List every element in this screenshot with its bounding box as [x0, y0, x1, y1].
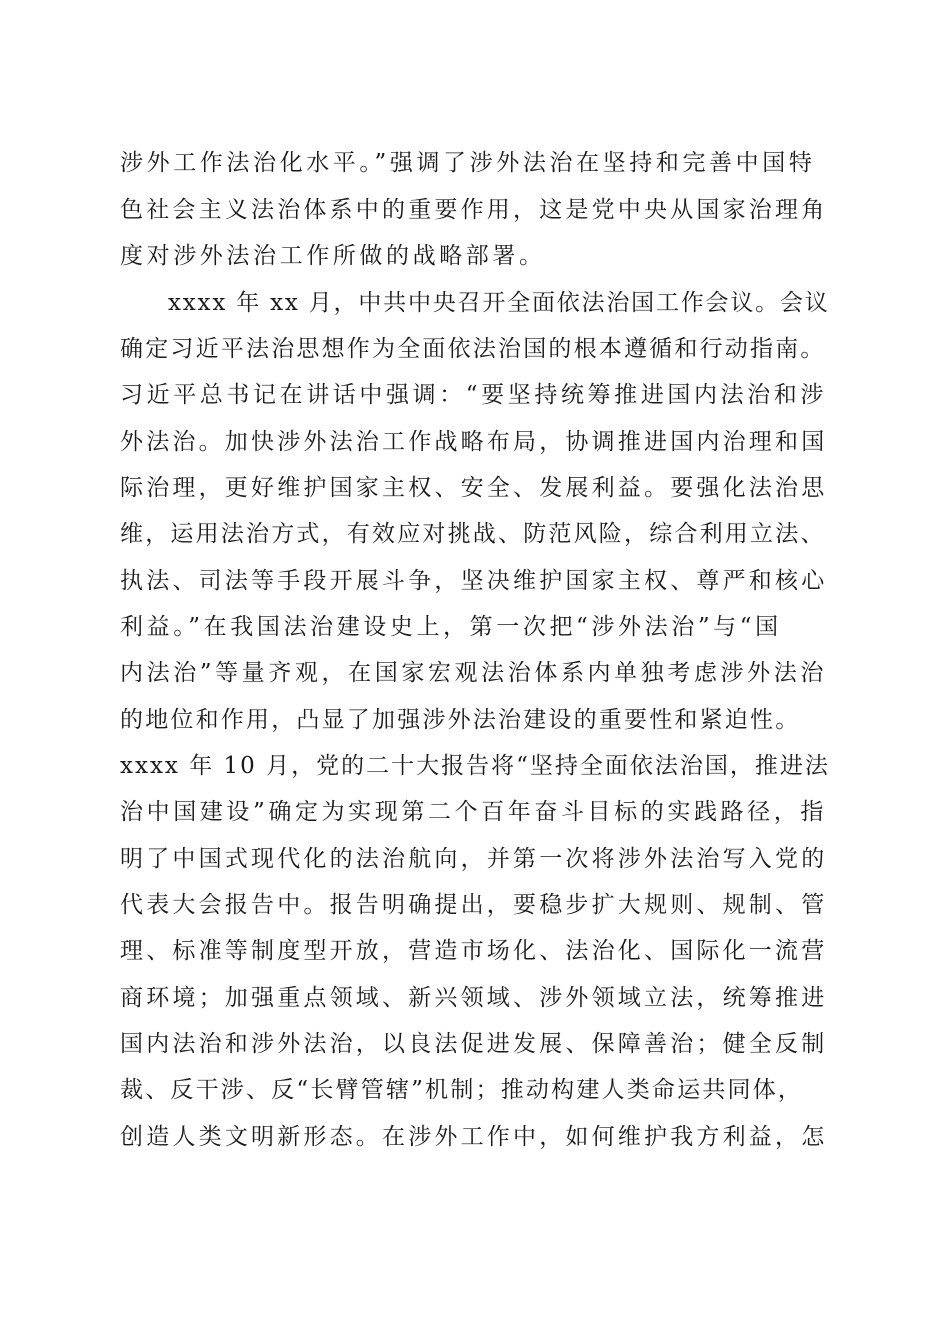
text-line-12: 内法治”等量齐观，在国家宏观法治体系内单独考虑涉外法治: [120, 660, 827, 686]
text-line-9: 维，运用法治方式，有效应对挑战、防范风险，综合利用立法、: [120, 521, 826, 547]
text-line-14: xxxx 年 10 月，党的二十大报告将“坚持全面依法治国，推进法: [120, 753, 830, 779]
text-line-3: 度对涉外法治工作所做的战略部署。: [120, 243, 546, 269]
text-line-5: 确定习近平法治思想作为全面依法治国的根本遵循和行动指南。: [120, 336, 826, 362]
text-line-20: 国内法治和涉外法治，以良法促进发展、保障善治；健全反制: [120, 1031, 828, 1057]
text-line-11: 利益。”在我国法治建设史上，第一次把“涉外法治”与“国: [120, 614, 782, 640]
text-line-7: 外法治。加快涉外法治工作战略布局，协调推进国内治理和国: [120, 429, 828, 455]
text-line-22: 创造人类文明新形态。在涉外工作中，如何维护我方利益，怎: [120, 1124, 828, 1150]
text-line-6: 习近平总书记在讲话中强调：“要坚持统筹推进国内法治和涉: [120, 382, 827, 408]
text-line-19: 商环境；加强重点领域、新兴领域、涉外领域立法，统筹推进: [120, 985, 828, 1011]
text-line-15: 治中国建设”确定为实现第二个百年奋斗目标的实践路径，指: [120, 799, 827, 825]
text-line-13: 的地位和作用，凸显了加强涉外法治建设的重要性和紧迫性。: [120, 707, 801, 733]
text-line-10: 执法、司法等手段开展斗争，坚决维护国家主权、尊严和核心: [120, 568, 828, 594]
text-line-21: 裁、反干涉、反“长臂管辖”机制；推动构建人类命运共同体，: [120, 1077, 804, 1103]
text-line-2: 色社会主义法治体系中的重要作用，这是党中央从国家治理角: [120, 197, 828, 223]
text-line-8: 际治理，更好维护国家主权、安全、发展利益。要强化法治思: [120, 475, 828, 501]
text-line-18: 理、标准等制度型开放，营造市场化、法治化、国际化一流营: [120, 938, 828, 964]
text-line-16: 明了中国式现代化的法治航向，并第一次将涉外法治写入党的: [120, 846, 828, 872]
text-line-17: 代表大会报告中。报告明确提出，要稳步扩大规则、规制、管: [120, 892, 828, 918]
text-line-4: xxxx 年 xx 月，中共中央召开全面依法治国工作会议。会议: [168, 290, 830, 316]
text-line-1: 涉外工作法治化水平。”强调了涉外法治在坚持和完善中国特: [120, 150, 816, 176]
